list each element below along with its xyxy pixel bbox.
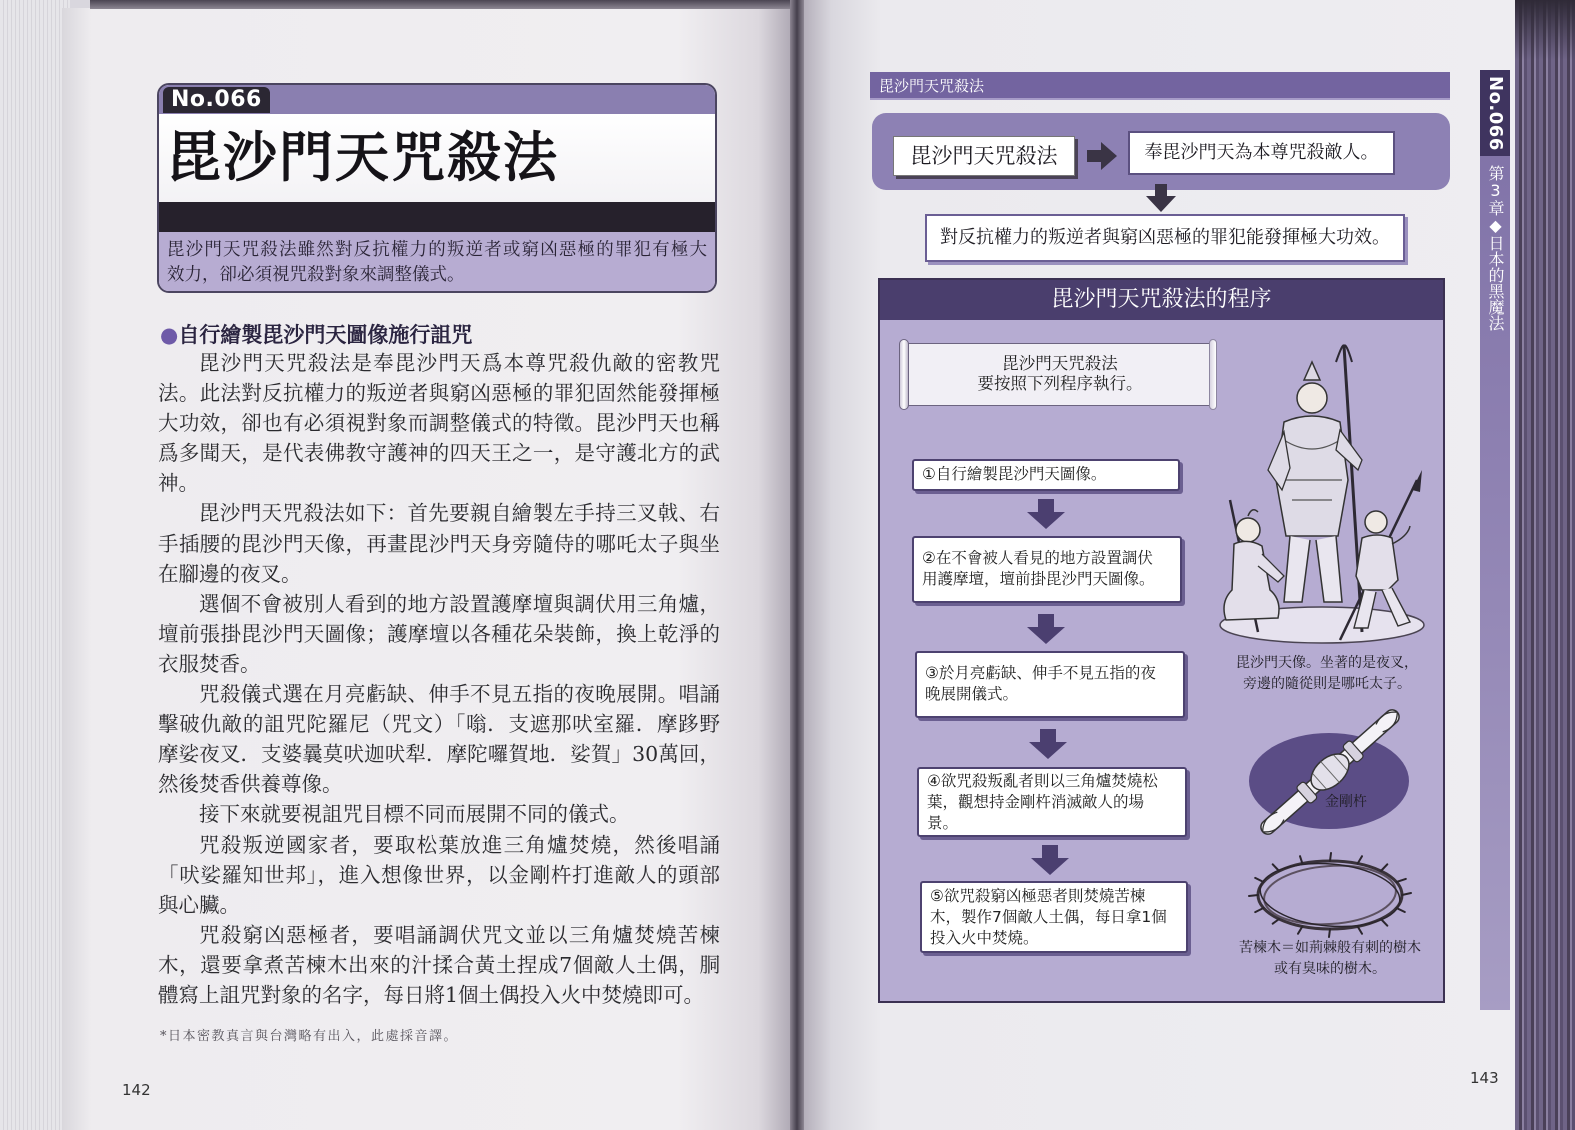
body-line: 爲多聞天，是代表佛教守護神的四天王之一，是守護北方的武	[158, 441, 720, 466]
body-line: 衣服焚香。	[158, 651, 261, 676]
figures-caption	[1222, 653, 1432, 695]
side-article-number: No.066	[1480, 70, 1510, 156]
body-line: 「吠娑羅知世邦」，進入想像世界，以金剛杵打進敵人的頭部	[158, 862, 720, 887]
article-tab-strip	[159, 85, 715, 114]
scroll-line: 毘沙門天咒殺法	[1002, 354, 1118, 373]
article-number-tab: No.066	[163, 87, 270, 113]
down-arrow-icon	[1027, 499, 1065, 529]
body-line: 木，還要拿煮苦楝木出來的汁揉合黃土捏成7個敵人土偶，胴	[158, 952, 720, 977]
body-line: 然後焚香供養尊像。	[158, 772, 343, 797]
summary-line: 效力，卻必須視咒殺對象來調整儀式。	[167, 265, 465, 285]
down-arrow-icon	[1029, 729, 1067, 759]
body-line: 與心臟。	[158, 892, 240, 917]
procedure-step-3	[915, 651, 1185, 718]
article-title-area	[159, 114, 715, 202]
body-line: 法。此法對反抗權力的叛逆者與窮凶惡極的罪犯固然能發揮極	[158, 381, 720, 406]
section-bullet: ●	[160, 323, 179, 347]
article-title: 毘沙門天咒殺法	[167, 126, 559, 189]
procedure-step-4	[917, 767, 1187, 837]
page-number-right: 143	[1470, 1069, 1499, 1087]
body-line: 咒殺窮凶惡極者，要唱誦調伏咒文並以三角爐焚燒苦楝	[199, 922, 720, 947]
left-page-edges	[0, 0, 70, 1130]
thorn-wreath-icon	[1245, 848, 1415, 943]
step-line: ①自行繪製毘沙門天圖像。	[922, 465, 1107, 483]
step-line: 葉，觀想持金剛杵消滅敵人的場	[927, 793, 1145, 811]
vajra-icon	[1245, 705, 1415, 845]
right-page-header-bar	[870, 72, 1450, 100]
step-line: 用護摩壇，壇前掛毘沙門天圖像。	[922, 570, 1155, 588]
scroll-line: 要按照下列程序執行。	[977, 374, 1143, 393]
procedure-step-5	[920, 881, 1188, 953]
body-line: 擊破仇敵的詛咒陀羅尼（咒文）「嗡．支遮那吠室羅．摩跢野	[158, 712, 720, 737]
body-line: 咒殺叛逆國家者，要取松葉放進三角爐焚燒，然後唱誦	[199, 832, 720, 857]
down-arrow-icon	[1146, 184, 1176, 212]
procedure-step-1	[912, 459, 1180, 491]
right-page-edges	[1515, 0, 1575, 1130]
step-line: 景。	[927, 814, 959, 832]
step-line: ④欲咒殺叛亂者則以三角爐焚燒松	[927, 772, 1158, 790]
caption-line: 旁邊的隨從則是哪吒太子。	[1243, 676, 1411, 692]
down-arrow-icon	[1027, 614, 1065, 644]
step-line: ②在不會被人看見的地方設置調伏	[922, 549, 1153, 567]
footnote: *日本密教真言與台灣略有出入，此處採音譯。	[160, 1029, 459, 1044]
body-line: 毘沙門天咒殺法如下：首先要親自繪製左手持三叉戟、右	[199, 501, 720, 526]
step-line: ⑤欲咒殺窮凶極惡者則焚燒苦楝	[930, 887, 1146, 905]
down-arrow-icon	[1031, 845, 1069, 875]
book-gutter	[790, 0, 804, 1130]
header-divider-bar	[159, 202, 715, 232]
article-body	[158, 348, 720, 1018]
body-line: 神。	[158, 471, 199, 496]
body-line: 壇前張掛毘沙門天圖像；護摩壇以各種花朵裝飾，換上乾淨的	[158, 621, 720, 646]
body-line: 咒殺儀式選在月亮虧缺、伸手不見五指的夜晚展開。唱誦	[199, 682, 720, 707]
top-edge-shadow	[90, 0, 795, 9]
vajra-label: 金剛杵	[1325, 794, 1367, 810]
step-line: 晚展開儀式。	[925, 685, 1019, 703]
article-header-box	[157, 83, 717, 293]
procedure-step-2	[912, 536, 1182, 603]
page-number-left: 142	[122, 1081, 151, 1099]
section-heading-text: 自行繪製毘沙門天圖像施行詛咒	[178, 323, 473, 347]
step-line: 投入火中焚燒。	[930, 929, 1039, 947]
body-line: 毘沙門天咒殺法是奉毘沙門天爲本尊咒殺仇敵的密教咒	[199, 351, 720, 375]
step-line: 木，製作7個敵人土偶，每日拿1個	[930, 908, 1167, 926]
caption-line: 毘沙門天像。坐著的是夜叉，	[1236, 655, 1418, 671]
flow-label-box: 毘沙門天咒殺法	[893, 136, 1075, 176]
flow-result-box: 奉毘沙門天為本尊咒殺敵人。	[1128, 131, 1395, 175]
right-arrow-icon	[1087, 142, 1117, 170]
body-line: 摩娑夜叉．支婆曩莫吠迦吠犁．摩陀囉賀地．娑賀」30萬回，	[158, 742, 720, 767]
body-line: 體寫上詛咒對象的名字，每日將1個土偶投入火中焚燒即可。	[158, 982, 705, 1007]
body-line: 在腳邊的夜叉。	[158, 561, 302, 586]
article-summary	[159, 232, 715, 291]
caption-line: 或有臭味的樹木。	[1274, 961, 1386, 977]
right-page-header-title: 毘沙門天咒殺法	[879, 77, 985, 95]
bishamonten-figures-icon	[1212, 340, 1432, 650]
procedure-panel-title: 毘沙門天咒殺法的程序	[880, 280, 1443, 320]
step-line: ③於月亮虧缺、伸手不見五指的夜	[925, 664, 1156, 682]
body-line: 手插腰的毘沙門天像，再畫毘沙門天身旁隨侍的哪吒太子與坐	[158, 531, 720, 556]
body-line: 接下來就要視詛咒目標不同而展開不同的儀式。	[199, 802, 630, 827]
body-line: 選個不會被別人看到的地方設置護摩壇與調伏用三角爐，	[199, 591, 720, 616]
side-chapter-title: 第3章◆日本的黑魔法	[1486, 165, 1505, 331]
right-edge-shadow	[1515, 0, 1575, 60]
scroll-roll-left	[899, 339, 909, 410]
flow-effect-box: 對反抗權力的叛逆者與窮凶惡極的罪犯能發揮極大功效。	[925, 214, 1405, 262]
summary-line: 毘沙門天咒殺法雖然對反抗權力的叛逆者或窮凶惡極的罪犯有極大	[167, 240, 707, 260]
body-line: 大功效，卻也有必須視對象而調整儀式的特徵。毘沙門天也稱	[158, 411, 720, 436]
procedure-intro-scroll	[905, 343, 1215, 406]
caption-line: 苦楝木＝如荊棘般有刺的樹木	[1239, 940, 1421, 956]
wood-caption	[1222, 938, 1438, 980]
section-heading	[160, 320, 720, 350]
